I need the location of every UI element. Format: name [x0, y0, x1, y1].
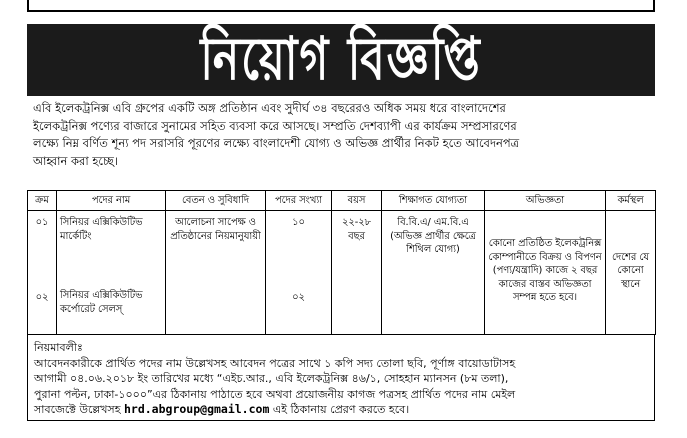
header-serial: ক্রম	[28, 191, 57, 211]
header-education: শিক্ষাগত যোগ্যতা	[382, 191, 485, 211]
post-cell	[57, 211, 166, 335]
rules-line4-post: এই ঠিকানায় প্রেরণ করতে হবে।	[272, 403, 410, 416]
intro-line: ইলেকট্রনিক্স পণ্যের বাজারে সুনামের সহিত ব্যবসা করে আসছে। সম্প্রতি দেশব্যাপী এর কার্যক্রম সম্প্রসারণের	[33, 118, 517, 133]
rules-heading: নিয়মাবলীঃ	[34, 341, 83, 354]
table-row	[28, 211, 656, 335]
rules-line: আগামী ০৪.০৬.২০১৮ ইং তারিখের মধ্যে “এইচ.আর., এবি ইলেকট্রনিক্স ৪৬/১, সোহহান ম্যানসন (৮ম তলা),	[34, 372, 509, 385]
header-experience: অভিজ্ঞতা	[485, 191, 606, 211]
salary-cell: আলোচনা সাপেক্ষ ও প্রতিষ্ঠানের নিয়মানুযায়ী	[166, 211, 266, 335]
serial-cell	[28, 211, 57, 335]
header-age: বয়স	[332, 191, 382, 211]
count-2: ০২	[292, 291, 305, 303]
count-1: ১০	[292, 217, 305, 228]
header-salary: বেতন ও সুবিধাদি	[166, 191, 266, 211]
email-link[interactable]: hrd.abgroup@gmail.com	[123, 402, 270, 416]
rules-section	[27, 335, 655, 421]
post-1: সিনিয়র এক্সিকিউটিভ মার্কেটিং	[60, 217, 143, 242]
experience-cell	[485, 211, 606, 335]
serial-1: ০১	[35, 217, 49, 228]
header-location: কর্মস্থল	[606, 191, 656, 211]
header-post: পদের নাম	[57, 191, 166, 211]
rules-line	[34, 402, 648, 418]
intro-line: লক্ষ্যে নিম্ন বর্ণিত শূন্য পদ সরাসরি পূরণের লক্ষ্যে বাংলাদেশী যোগ্য ও অভিজ্ঞ প্রার্থীর নিকট হতে আবেদনপত্র	[33, 136, 520, 150]
banner-title: নিয়োগ বিজ্ঞপ্তি	[200, 24, 482, 94]
banner	[27, 24, 655, 96]
location-text: দেশের যে কোনো স্থানে	[612, 251, 649, 290]
table-header-row	[28, 191, 656, 211]
intro-paragraph	[27, 96, 655, 190]
posts-table	[27, 190, 656, 335]
top-frame	[27, 0, 655, 12]
post-2: সিনিয়র এক্সিকিউটিভ কর্পোরেট সেলস্	[60, 290, 143, 315]
serial-2: ০২	[35, 291, 49, 303]
rules-line: আবেদনকারীকে প্রার্থিত পদের নাম উল্লেখসহ আবেদন পত্রের সাথে ১ কপি সদ্য তোলা ছবি, পূর্ণাঙ্গ বায়োডাটাসহ	[34, 356, 516, 370]
header-count: পদের সংখ্যা	[266, 191, 332, 211]
experience-text: কোনো প্রতিষ্ঠিত ইলেকট্রনিক্স কোম্পানীতে বিক্রয় ও বিপণন (পণ্য/যন্ত্রাদি) কাজে ২ বছর কাজের বাস্তব অভিজ্ঞতা সম্পন্ন হতে হবে।	[488, 238, 602, 304]
count-cell	[266, 211, 332, 335]
education-cell: বি.বি.এ/ এম.বি.এ (অভিজ্ঞ প্রার্থীর ক্ষেত্রে শিথিল যোগ্য)	[382, 211, 485, 335]
rules-line: পুরানা পল্টন, ঢাকা-১০০০”এর ঠিকানায় পাঠাতে হবে অথবা প্রয়োজনীয় কাগজ পত্রসহ প্রার্থিত পদের নাম মেইল	[34, 387, 516, 401]
intro-line: এবি ইলেকট্রনিক্স এবি গ্রুপের একটি অঙ্গ প্রতিষ্ঠান এবং সুদীর্ঘ ৩৪ বছরেরও অধিক সময় ধরে বাংলাদেশের	[33, 101, 506, 115]
intro-line: আহ্বান করা হচ্ছে।	[33, 153, 119, 168]
age-cell: ২২-২৮ বছর	[332, 211, 382, 335]
rules-line4-pre: সাবজেক্টে উল্লেখসহ	[34, 403, 121, 416]
location-cell	[606, 211, 656, 335]
